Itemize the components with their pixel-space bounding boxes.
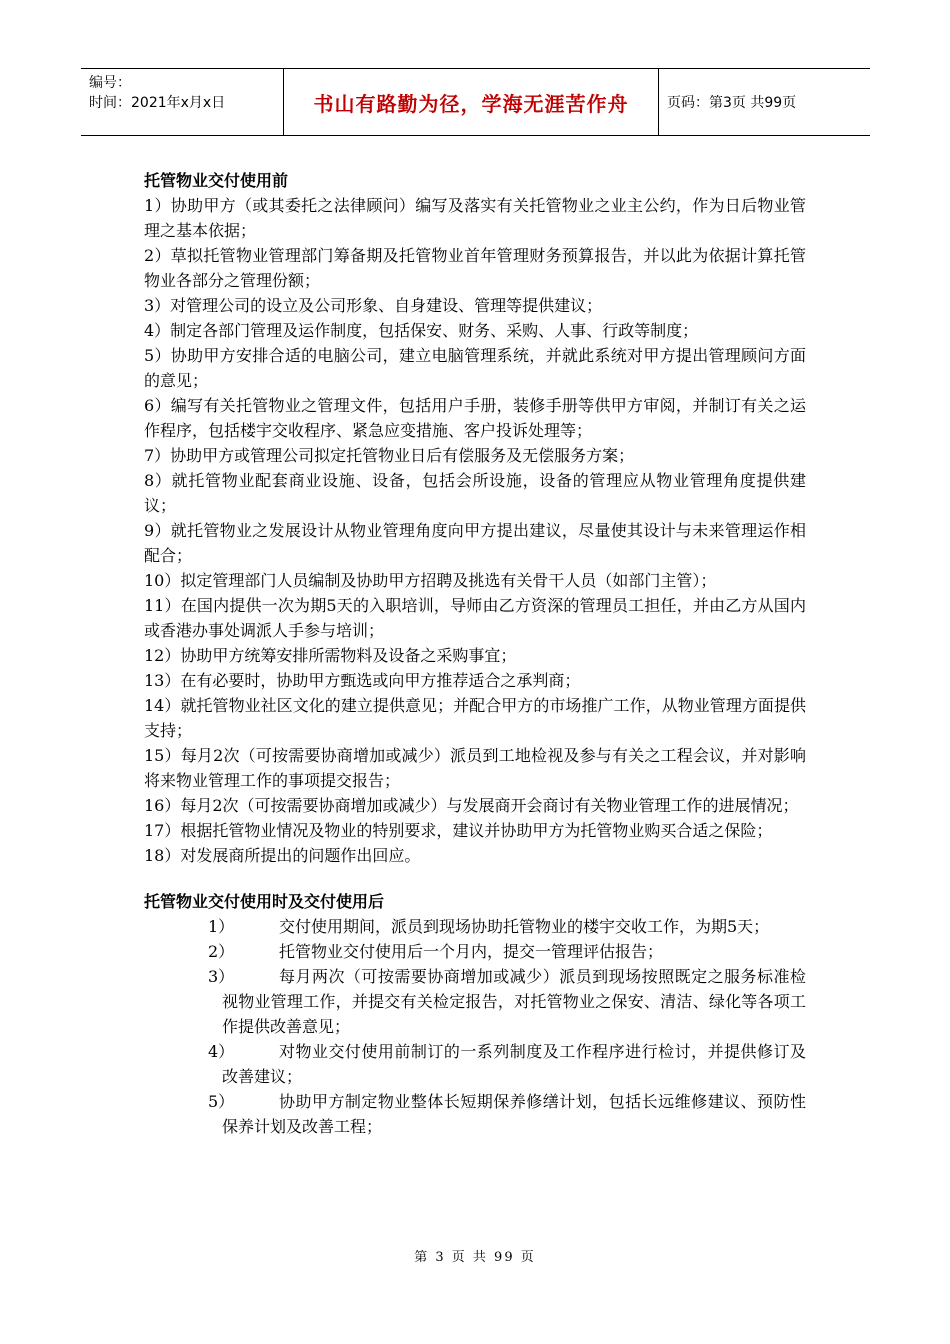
- list-item: 9）就托管物业之发展设计从物业管理角度向甲方提出建议，尽量使其设计与未来管理运作相配合；: [144, 521, 806, 565]
- list-item: 3）对管理公司的设立及公司形象、自身建设、管理等提供建议；: [144, 296, 603, 315]
- list-item-number: 2）: [208, 942, 235, 961]
- list-item: 7）协助甲方或管理公司拟定托管物业日后有偿服务及无偿服务方案；: [144, 446, 635, 465]
- section-after-delivery-list: [144, 914, 806, 1139]
- list-item: [144, 914, 806, 939]
- list-item-text: 对物业交付使用前制订的一系列制度及工作程序进行检讨，并提供修订及改善建议；: [222, 1042, 806, 1086]
- list-item: 4）制定各部门管理及运作制度，包括保安、财务、采购、人事、行政等制度；: [144, 321, 699, 340]
- list-item: 14）就托管物业社区文化的建立提供意见；并配合甲方的市场推广工作，从物业管理方面提供支持；: [144, 696, 806, 740]
- list-item-number: 3）: [208, 967, 235, 986]
- section-spacer: [144, 868, 806, 889]
- page-header: [81, 68, 870, 136]
- list-item: 15）每月2次（可按需要协商增加或减少）派员到工地检视及参与有关之工程会议，并对影响将来物业管理工作的事项提交报告；: [144, 746, 806, 790]
- list-item: 12）协助甲方统筹安排所需物料及设备之采购事宜；: [144, 646, 517, 665]
- list-item-text: 交付使用期间，派员到现场协助托管物业的楼宇交收工作，为期5天；: [279, 917, 770, 936]
- list-item-number: 1）: [208, 917, 235, 936]
- document-date: 时间：2021年x月x日: [89, 95, 226, 111]
- list-item: 10）拟定管理部门人员编制及协助甲方招聘及挑选有关骨干人员（如部门主管）；: [144, 571, 717, 590]
- list-item: [144, 964, 806, 1039]
- list-item-text: 协助甲方制定物业整体长短期保养修缮计划，包括长远维修建议、预防性保养计划及改善工程；: [222, 1092, 806, 1136]
- section-title-after-delivery: 托管物业交付使用时及交付使用后: [144, 892, 385, 911]
- list-item-number: 5）: [208, 1092, 235, 1111]
- page-footer: 第 3 页 共 99 页: [414, 1250, 536, 1265]
- section-title-before-delivery: 托管物业交付使用前: [144, 171, 289, 190]
- list-item: 6）编写有关托管物业之管理文件，包括用户手册，装修手册等供甲方审阅，并制订有关之运作程序，包括楼宇交收程序、紧急应变措施、客户投诉处理等；: [144, 396, 806, 440]
- list-item: 18）对发展商所提出的问题作出回应。: [144, 846, 421, 865]
- list-item: 17）根据托管物业情况及物业的特别要求，建议并协助甲方为托管物业购买合适之保险；: [144, 821, 773, 840]
- list-item: [144, 1089, 806, 1139]
- list-item: [144, 1039, 806, 1089]
- list-item-text: 托管物业交付使用后一个月内，提交一管理评估报告；: [279, 942, 664, 961]
- list-item: 2）草拟托管物业管理部门筹备期及托管物业首年管理财务预算报告，并以此为依据计算托管物业各部分之管理份额；: [144, 246, 806, 290]
- list-item: 5）协助甲方安排合适的电脑公司，建立电脑管理系统，并就此系统对甲方提出管理顾问方面的意见；: [144, 346, 806, 390]
- header-meta: [81, 69, 284, 135]
- list-item: [144, 939, 806, 964]
- document-number-label: 编号：: [89, 75, 131, 91]
- list-item: 1）协助甲方（或其委托之法律顾问）编写及落实有关托管物业之业主公约，作为日后物业管理之基本依据；: [144, 196, 806, 240]
- list-item: 16）每月2次（可按需要协商增加或减少）与发展商开会商讨有关物业管理工作的进展情况；: [144, 796, 799, 815]
- header-page-info: 页码：第3页 共99页: [667, 95, 797, 111]
- section-before-delivery-list: [144, 193, 806, 868]
- document-body: [144, 168, 806, 1139]
- list-item-text: 每月两次（可按需要协商增加或减少）派员到现场按照既定之服务标准检视物业管理工作，并提交有关检定报告，对托管物业之保安、清洁、绿化等各项工作提供改善意见；: [222, 967, 806, 1036]
- list-item: 11）在国内提供一次为期5天的入职培训，导师由乙方资深的管理员工担任，并由乙方从国内或香港办事处调派人手参与培训；: [144, 596, 806, 640]
- list-item: 8）就托管物业配套商业设施、设备，包括会所设施，设备的管理应从物业管理角度提供建议；: [144, 471, 806, 515]
- list-item: 13）在有必要时，协助甲方甄选或向甲方推荐适合之承判商；: [144, 671, 581, 690]
- list-item-number: 4）: [208, 1042, 235, 1061]
- header-motto: 书山有路勤为径，学海无涯苦作舟: [284, 69, 659, 135]
